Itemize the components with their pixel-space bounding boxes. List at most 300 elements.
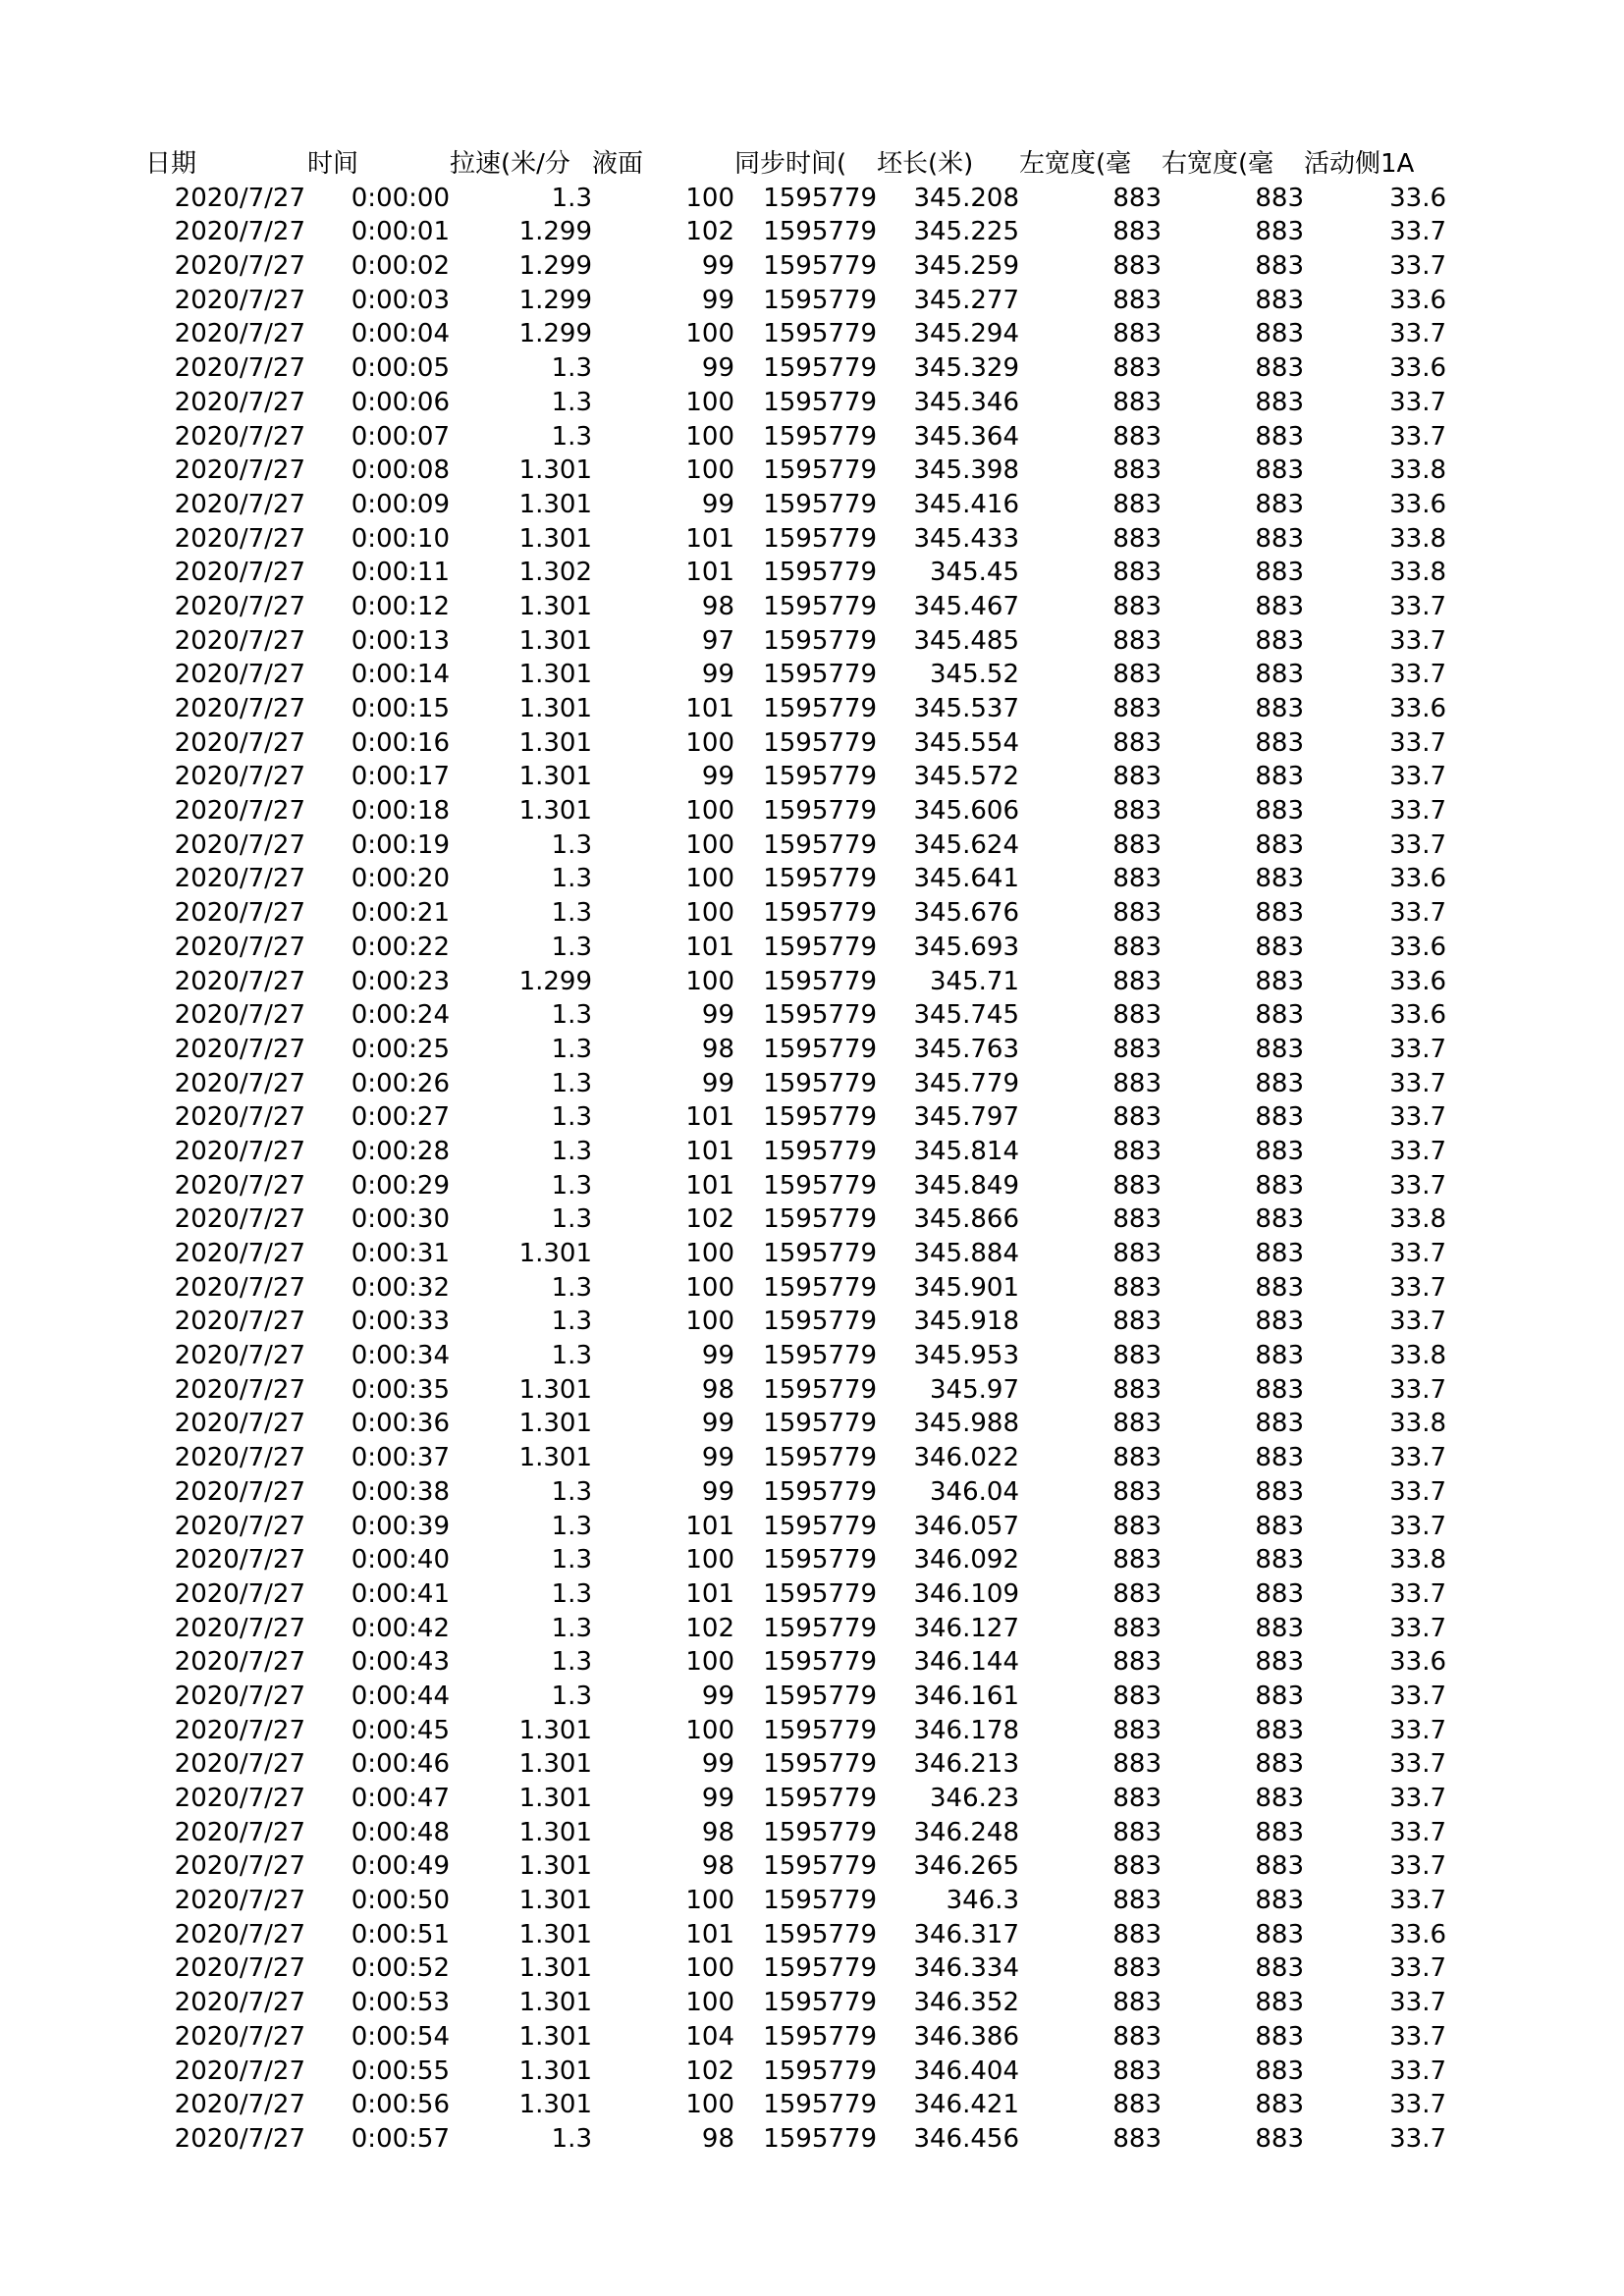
active-side-cell: 33.7 bbox=[1389, 1578, 1446, 1609]
sync-time-cell: 1595779 bbox=[763, 762, 877, 792]
active-side-cell: 33.7 bbox=[1389, 1307, 1446, 1337]
length-cell: 345.814 bbox=[913, 1136, 1019, 1166]
active-side-cell: 33.7 bbox=[1389, 217, 1446, 247]
left-width-cell: 883 bbox=[1112, 762, 1162, 792]
table-row bbox=[0, 556, 1624, 590]
length-cell: 346.352 bbox=[913, 1988, 1019, 2018]
sync-time-cell: 1595779 bbox=[763, 523, 877, 554]
level-cell: 100 bbox=[685, 2090, 734, 2120]
active-side-cell: 33.6 bbox=[1389, 1647, 1446, 1678]
active-side-cell: 33.7 bbox=[1389, 1068, 1446, 1098]
sync-time-cell: 1595779 bbox=[763, 1613, 877, 1643]
right-width-cell: 883 bbox=[1255, 1953, 1304, 1984]
length-cell: 346.213 bbox=[913, 1749, 1019, 1780]
table-row bbox=[0, 998, 1624, 1033]
right-width-cell: 883 bbox=[1255, 1443, 1304, 1473]
right-width-cell: 883 bbox=[1255, 1545, 1304, 1575]
date-cell: 2020/7/27 bbox=[174, 1443, 305, 1473]
table-row bbox=[0, 896, 1624, 931]
active-side-cell: 33.7 bbox=[1389, 2090, 1446, 2120]
time-cell: 0:00:01 bbox=[351, 217, 450, 247]
length-cell: 345.416 bbox=[913, 489, 1019, 519]
sync-time-cell: 1595779 bbox=[763, 455, 877, 486]
right-width-cell: 883 bbox=[1255, 2021, 1304, 2052]
active-side-cell: 33.7 bbox=[1389, 319, 1446, 349]
sync-time-cell: 1595779 bbox=[763, 2056, 877, 2086]
speed-cell: 1.301 bbox=[518, 2056, 592, 2086]
left-width-cell: 883 bbox=[1112, 660, 1162, 690]
sync-time-cell: 1595779 bbox=[763, 1068, 877, 1098]
speed-cell: 1.301 bbox=[518, 625, 592, 656]
left-width-cell: 883 bbox=[1112, 1784, 1162, 1813]
time-cell: 0:00:31 bbox=[351, 1239, 450, 1268]
table-row bbox=[0, 284, 1624, 318]
right-width-cell: 883 bbox=[1255, 1068, 1304, 1098]
sync-time-cell: 1595779 bbox=[763, 1578, 877, 1609]
level-cell: 100 bbox=[685, 1647, 734, 1678]
active-side-cell: 33.8 bbox=[1389, 1204, 1446, 1235]
table-row bbox=[0, 590, 1624, 624]
right-width-cell: 883 bbox=[1255, 591, 1304, 621]
right-width-cell: 883 bbox=[1255, 1817, 1304, 1847]
level-cell: 99 bbox=[701, 1409, 734, 1439]
sync-time-cell: 1595779 bbox=[763, 694, 877, 723]
time-cell: 0:00:35 bbox=[351, 1374, 450, 1405]
speed-cell: 1.301 bbox=[518, 1239, 592, 1268]
date-cell: 2020/7/27 bbox=[174, 455, 305, 486]
level-cell: 100 bbox=[685, 387, 734, 417]
table-row bbox=[0, 1441, 1624, 1475]
length-cell: 346.127 bbox=[913, 1613, 1019, 1643]
right-width-cell: 883 bbox=[1255, 285, 1304, 315]
left-width-cell: 883 bbox=[1112, 1476, 1162, 1507]
header-slab-length: 坯长(米) bbox=[877, 149, 974, 179]
sync-time-cell: 1595779 bbox=[763, 1545, 877, 1575]
time-cell: 0:00:05 bbox=[351, 353, 450, 384]
level-cell: 100 bbox=[685, 1239, 734, 1268]
level-cell: 101 bbox=[685, 1919, 734, 1949]
right-width-cell: 883 bbox=[1255, 1647, 1304, 1678]
time-cell: 0:00:46 bbox=[351, 1749, 450, 1780]
left-width-cell: 883 bbox=[1112, 558, 1162, 588]
time-cell: 0:00:56 bbox=[351, 2090, 450, 2120]
date-cell: 2020/7/27 bbox=[174, 1578, 305, 1609]
date-cell: 2020/7/27 bbox=[174, 1068, 305, 1098]
date-cell: 2020/7/27 bbox=[174, 660, 305, 690]
table-row bbox=[0, 931, 1624, 965]
active-side-cell: 33.6 bbox=[1389, 694, 1446, 723]
time-cell: 0:00:06 bbox=[351, 387, 450, 417]
speed-cell: 1.3 bbox=[551, 1204, 592, 1235]
level-cell: 100 bbox=[685, 727, 734, 758]
left-width-cell: 883 bbox=[1112, 1988, 1162, 2018]
date-cell: 2020/7/27 bbox=[174, 183, 305, 213]
right-width-cell: 883 bbox=[1255, 1034, 1304, 1064]
active-side-cell: 33.7 bbox=[1389, 1817, 1446, 1847]
table-row bbox=[0, 182, 1624, 216]
active-side-cell: 33.7 bbox=[1389, 1988, 1446, 2018]
active-side-cell: 33.7 bbox=[1389, 1102, 1446, 1133]
right-width-cell: 883 bbox=[1255, 1886, 1304, 1916]
length-cell: 345.97 bbox=[930, 1374, 1019, 1405]
active-side-cell: 33.6 bbox=[1389, 1919, 1446, 1949]
level-cell: 98 bbox=[701, 591, 734, 621]
length-cell: 346.23 bbox=[930, 1784, 1019, 1813]
table-row bbox=[0, 1543, 1624, 1577]
active-side-cell: 33.7 bbox=[1389, 1511, 1446, 1541]
sync-time-cell: 1595779 bbox=[763, 558, 877, 588]
length-cell: 345.901 bbox=[913, 1272, 1019, 1303]
speed-cell: 1.301 bbox=[518, 591, 592, 621]
length-cell: 345.554 bbox=[913, 727, 1019, 758]
table-row bbox=[0, 760, 1624, 794]
table-row bbox=[0, 1714, 1624, 1748]
length-cell: 345.624 bbox=[913, 829, 1019, 860]
right-width-cell: 883 bbox=[1255, 1851, 1304, 1882]
time-cell: 0:00:14 bbox=[351, 660, 450, 690]
table-row bbox=[0, 1645, 1624, 1680]
date-cell: 2020/7/27 bbox=[174, 966, 305, 996]
active-side-cell: 33.6 bbox=[1389, 932, 1446, 962]
time-cell: 0:00:27 bbox=[351, 1102, 450, 1133]
left-width-cell: 883 bbox=[1112, 1272, 1162, 1303]
length-cell: 345.953 bbox=[913, 1341, 1019, 1371]
speed-cell: 1.301 bbox=[518, 2021, 592, 2052]
table-row bbox=[0, 1033, 1624, 1067]
speed-cell: 1.3 bbox=[551, 829, 592, 860]
right-width-cell: 883 bbox=[1255, 1272, 1304, 1303]
time-cell: 0:00:50 bbox=[351, 1886, 450, 1916]
left-width-cell: 883 bbox=[1112, 1681, 1162, 1711]
level-cell: 100 bbox=[685, 455, 734, 486]
speed-cell: 1.3 bbox=[551, 1034, 592, 1064]
speed-cell: 1.3 bbox=[551, 1272, 592, 1303]
header-sync-time: 同步时间( bbox=[734, 149, 847, 179]
date-cell: 2020/7/27 bbox=[174, 762, 305, 792]
active-side-cell: 33.7 bbox=[1389, 1715, 1446, 1745]
active-side-cell: 33.7 bbox=[1389, 762, 1446, 792]
sync-time-cell: 1595779 bbox=[763, 1272, 877, 1303]
right-width-cell: 883 bbox=[1255, 421, 1304, 452]
sync-time-cell: 1595779 bbox=[763, 285, 877, 315]
date-cell: 2020/7/27 bbox=[174, 1170, 305, 1201]
table-row bbox=[0, 351, 1624, 386]
sync-time-cell: 1595779 bbox=[763, 829, 877, 860]
table-row bbox=[0, 2055, 1624, 2089]
sync-time-cell: 1595779 bbox=[763, 1307, 877, 1337]
right-width-cell: 883 bbox=[1255, 1919, 1304, 1949]
table-row bbox=[0, 965, 1624, 999]
right-width-cell: 883 bbox=[1255, 1578, 1304, 1609]
length-cell: 345.641 bbox=[913, 864, 1019, 894]
sync-time-cell: 1595779 bbox=[763, 898, 877, 929]
length-cell: 346.109 bbox=[913, 1578, 1019, 1609]
time-cell: 0:00:52 bbox=[351, 1953, 450, 1984]
sync-time-cell: 1595779 bbox=[763, 1409, 877, 1439]
level-cell: 101 bbox=[685, 932, 734, 962]
length-cell: 346.144 bbox=[913, 1647, 1019, 1678]
active-side-cell: 33.7 bbox=[1389, 625, 1446, 656]
time-cell: 0:00:54 bbox=[351, 2021, 450, 2052]
time-cell: 0:00:29 bbox=[351, 1170, 450, 1201]
length-cell: 345.693 bbox=[913, 932, 1019, 962]
active-side-cell: 33.6 bbox=[1389, 864, 1446, 894]
left-width-cell: 883 bbox=[1112, 829, 1162, 860]
level-cell: 101 bbox=[685, 1511, 734, 1541]
length-cell: 345.572 bbox=[913, 762, 1019, 792]
sync-time-cell: 1595779 bbox=[763, 2123, 877, 2154]
data-rows bbox=[0, 182, 1624, 2157]
length-cell: 345.918 bbox=[913, 1307, 1019, 1337]
right-width-cell: 883 bbox=[1255, 1784, 1304, 1813]
time-cell: 0:00:09 bbox=[351, 489, 450, 519]
table-row bbox=[0, 1237, 1624, 1271]
time-cell: 0:00:37 bbox=[351, 1443, 450, 1473]
left-width-cell: 883 bbox=[1112, 727, 1162, 758]
table-row bbox=[0, 454, 1624, 488]
date-cell: 2020/7/27 bbox=[174, 421, 305, 452]
sync-time-cell: 1595779 bbox=[763, 2090, 877, 2120]
time-cell: 0:00:30 bbox=[351, 1204, 450, 1235]
right-width-cell: 883 bbox=[1255, 660, 1304, 690]
date-cell: 2020/7/27 bbox=[174, 1307, 305, 1337]
sync-time-cell: 1595779 bbox=[763, 1476, 877, 1507]
active-side-cell: 33.6 bbox=[1389, 1000, 1446, 1031]
table-row bbox=[0, 1612, 1624, 1646]
length-cell: 345.537 bbox=[913, 694, 1019, 723]
length-cell: 345.71 bbox=[930, 966, 1019, 996]
left-width-cell: 883 bbox=[1112, 694, 1162, 723]
spreadsheet-printout bbox=[0, 147, 1624, 2157]
speed-cell: 1.301 bbox=[518, 762, 592, 792]
sync-time-cell: 1595779 bbox=[763, 1749, 877, 1780]
table-row bbox=[0, 1918, 1624, 1952]
date-cell: 2020/7/27 bbox=[174, 217, 305, 247]
time-cell: 0:00:47 bbox=[351, 1784, 450, 1813]
left-width-cell: 883 bbox=[1112, 1919, 1162, 1949]
time-cell: 0:00:51 bbox=[351, 1919, 450, 1949]
right-width-cell: 883 bbox=[1255, 1307, 1304, 1337]
left-width-cell: 883 bbox=[1112, 1374, 1162, 1405]
speed-cell: 1.3 bbox=[551, 898, 592, 929]
right-width-cell: 883 bbox=[1255, 1613, 1304, 1643]
time-cell: 0:00:00 bbox=[351, 183, 450, 213]
time-cell: 0:00:18 bbox=[351, 796, 450, 827]
time-cell: 0:00:28 bbox=[351, 1136, 450, 1166]
active-side-cell: 33.6 bbox=[1389, 183, 1446, 213]
left-width-cell: 883 bbox=[1112, 2123, 1162, 2154]
speed-cell: 1.3 bbox=[551, 932, 592, 962]
left-width-cell: 883 bbox=[1112, 1647, 1162, 1678]
length-cell: 346.3 bbox=[946, 1886, 1019, 1916]
table-row bbox=[0, 1986, 1624, 2020]
right-width-cell: 883 bbox=[1255, 762, 1304, 792]
left-width-cell: 883 bbox=[1112, 1443, 1162, 1473]
time-cell: 0:00:38 bbox=[351, 1476, 450, 1507]
date-cell: 2020/7/27 bbox=[174, 829, 305, 860]
sync-time-cell: 1595779 bbox=[763, 1034, 877, 1064]
speed-cell: 1.299 bbox=[518, 251, 592, 282]
level-cell: 100 bbox=[685, 1953, 734, 1984]
sync-time-cell: 1595779 bbox=[763, 1919, 877, 1949]
speed-cell: 1.301 bbox=[518, 1851, 592, 1882]
speed-cell: 1.301 bbox=[518, 1409, 592, 1439]
left-width-cell: 883 bbox=[1112, 864, 1162, 894]
level-cell: 104 bbox=[685, 2021, 734, 2052]
right-width-cell: 883 bbox=[1255, 558, 1304, 588]
speed-cell: 1.3 bbox=[551, 2123, 592, 2154]
left-width-cell: 883 bbox=[1112, 1102, 1162, 1133]
right-width-cell: 883 bbox=[1255, 1681, 1304, 1711]
time-cell: 0:00:40 bbox=[351, 1545, 450, 1575]
sync-time-cell: 1595779 bbox=[763, 1784, 877, 1813]
left-width-cell: 883 bbox=[1112, 1000, 1162, 1031]
active-side-cell: 33.7 bbox=[1389, 421, 1446, 452]
time-cell: 0:00:44 bbox=[351, 1681, 450, 1711]
active-side-cell: 33.7 bbox=[1389, 251, 1446, 282]
header-casting-speed: 拉速(米/分 bbox=[450, 149, 570, 179]
length-cell: 346.022 bbox=[913, 1443, 1019, 1473]
header-left-width: 左宽度(毫 bbox=[1019, 149, 1132, 179]
time-cell: 0:00:11 bbox=[351, 558, 450, 588]
left-width-cell: 883 bbox=[1112, 1239, 1162, 1268]
speed-cell: 1.302 bbox=[518, 558, 592, 588]
sync-time-cell: 1595779 bbox=[763, 727, 877, 758]
date-cell: 2020/7/27 bbox=[174, 1476, 305, 1507]
sync-time-cell: 1595779 bbox=[763, 1443, 877, 1473]
level-cell: 100 bbox=[685, 829, 734, 860]
speed-cell: 1.3 bbox=[551, 1102, 592, 1133]
right-width-cell: 883 bbox=[1255, 319, 1304, 349]
time-cell: 0:00:57 bbox=[351, 2123, 450, 2154]
time-cell: 0:00:23 bbox=[351, 966, 450, 996]
sync-time-cell: 1595779 bbox=[763, 1886, 877, 1916]
length-cell: 346.178 bbox=[913, 1715, 1019, 1745]
active-side-cell: 33.8 bbox=[1389, 455, 1446, 486]
active-side-cell: 33.7 bbox=[1389, 1034, 1446, 1064]
time-cell: 0:00:15 bbox=[351, 694, 450, 723]
length-cell: 345.849 bbox=[913, 1170, 1019, 1201]
length-cell: 345.433 bbox=[913, 523, 1019, 554]
table-row bbox=[0, 1816, 1624, 1850]
date-cell: 2020/7/27 bbox=[174, 1851, 305, 1882]
length-cell: 346.386 bbox=[913, 2021, 1019, 2052]
left-width-cell: 883 bbox=[1112, 898, 1162, 929]
date-cell: 2020/7/27 bbox=[174, 625, 305, 656]
level-cell: 100 bbox=[685, 1715, 734, 1745]
speed-cell: 1.3 bbox=[551, 1647, 592, 1678]
speed-cell: 1.3 bbox=[551, 1068, 592, 1098]
date-cell: 2020/7/27 bbox=[174, 1374, 305, 1405]
time-cell: 0:00:21 bbox=[351, 898, 450, 929]
length-cell: 346.334 bbox=[913, 1953, 1019, 1984]
level-cell: 101 bbox=[685, 1578, 734, 1609]
table-row bbox=[0, 726, 1624, 761]
active-side-cell: 33.7 bbox=[1389, 387, 1446, 417]
level-cell: 98 bbox=[701, 1817, 734, 1847]
time-cell: 0:00:25 bbox=[351, 1034, 450, 1064]
right-width-cell: 883 bbox=[1255, 2090, 1304, 2120]
level-cell: 100 bbox=[685, 319, 734, 349]
left-width-cell: 883 bbox=[1112, 2090, 1162, 2120]
level-cell: 99 bbox=[701, 762, 734, 792]
date-cell: 2020/7/27 bbox=[174, 591, 305, 621]
sync-time-cell: 1595779 bbox=[763, 966, 877, 996]
length-cell: 345.225 bbox=[913, 217, 1019, 247]
date-cell: 2020/7/27 bbox=[174, 1613, 305, 1643]
right-width-cell: 883 bbox=[1255, 1341, 1304, 1371]
date-cell: 2020/7/27 bbox=[174, 898, 305, 929]
length-cell: 345.866 bbox=[913, 1204, 1019, 1235]
date-cell: 2020/7/27 bbox=[174, 1647, 305, 1678]
table-row bbox=[0, 1373, 1624, 1408]
speed-cell: 1.301 bbox=[518, 455, 592, 486]
time-cell: 0:00:17 bbox=[351, 762, 450, 792]
length-cell: 346.265 bbox=[913, 1851, 1019, 1882]
right-width-cell: 883 bbox=[1255, 1749, 1304, 1780]
length-cell: 345.779 bbox=[913, 1068, 1019, 1098]
date-cell: 2020/7/27 bbox=[174, 523, 305, 554]
table-row bbox=[0, 1884, 1624, 1918]
length-cell: 345.346 bbox=[913, 387, 1019, 417]
left-width-cell: 883 bbox=[1112, 1068, 1162, 1098]
table-row bbox=[0, 317, 1624, 351]
right-width-cell: 883 bbox=[1255, 1204, 1304, 1235]
speed-cell: 1.299 bbox=[518, 217, 592, 247]
sync-time-cell: 1595779 bbox=[763, 2021, 877, 2052]
right-width-cell: 883 bbox=[1255, 727, 1304, 758]
table-row bbox=[0, 1339, 1624, 1373]
sync-time-cell: 1595779 bbox=[763, 1170, 877, 1201]
header-right-width: 右宽度(毫 bbox=[1162, 149, 1274, 179]
time-cell: 0:00:49 bbox=[351, 1851, 450, 1882]
left-width-cell: 883 bbox=[1112, 966, 1162, 996]
left-width-cell: 883 bbox=[1112, 1034, 1162, 1064]
sync-time-cell: 1595779 bbox=[763, 1681, 877, 1711]
length-cell: 345.208 bbox=[913, 183, 1019, 213]
table-row bbox=[0, 1475, 1624, 1510]
right-width-cell: 883 bbox=[1255, 1374, 1304, 1405]
time-cell: 0:00:39 bbox=[351, 1511, 450, 1541]
date-cell: 2020/7/27 bbox=[174, 353, 305, 384]
date-cell: 2020/7/27 bbox=[174, 2090, 305, 2120]
table-row bbox=[0, 215, 1624, 249]
level-cell: 99 bbox=[701, 1476, 734, 1507]
right-width-cell: 883 bbox=[1255, 796, 1304, 827]
header-date: 日期 bbox=[145, 149, 197, 179]
right-width-cell: 883 bbox=[1255, 625, 1304, 656]
date-cell: 2020/7/27 bbox=[174, 1749, 305, 1780]
time-cell: 0:00:55 bbox=[351, 2056, 450, 2086]
speed-cell: 1.301 bbox=[518, 1817, 592, 1847]
speed-cell: 1.299 bbox=[518, 285, 592, 315]
length-cell: 345.745 bbox=[913, 1000, 1019, 1031]
date-cell: 2020/7/27 bbox=[174, 1545, 305, 1575]
header-time: 时间 bbox=[307, 149, 359, 179]
speed-cell: 1.301 bbox=[518, 660, 592, 690]
table-row bbox=[0, 1271, 1624, 1306]
sync-time-cell: 1595779 bbox=[763, 1851, 877, 1882]
level-cell: 99 bbox=[701, 251, 734, 282]
speed-cell: 1.3 bbox=[551, 1000, 592, 1031]
right-width-cell: 883 bbox=[1255, 455, 1304, 486]
date-cell: 2020/7/27 bbox=[174, 1341, 305, 1371]
length-cell: 346.317 bbox=[913, 1919, 1019, 1949]
sync-time-cell: 1595779 bbox=[763, 1136, 877, 1166]
sync-time-cell: 1595779 bbox=[763, 1374, 877, 1405]
active-side-cell: 33.7 bbox=[1389, 1613, 1446, 1643]
time-cell: 0:00:43 bbox=[351, 1647, 450, 1678]
